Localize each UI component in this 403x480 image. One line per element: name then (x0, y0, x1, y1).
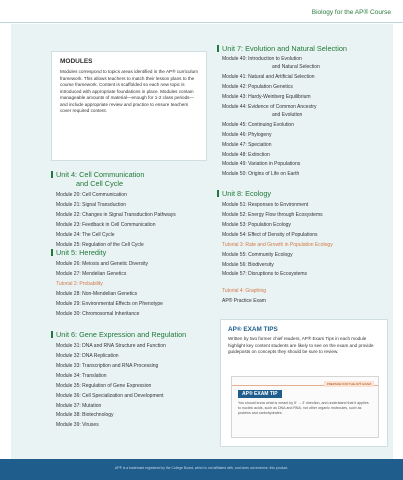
ap-exam-tips-body: Written by two former chief readers, AP® Exam Tips in each module highlight key content students are likely to see on the exam and provide guideposts on concepts they should be sure to review. (228, 336, 374, 355)
unit-5-heading[interactable] (51, 248, 163, 257)
ap-practice-exam[interactable]: AP® Practice Exam (222, 298, 266, 305)
unit-7-module-label: Module 40: Introduction to Evolution (222, 56, 302, 63)
unit-8-module[interactable]: Module 54: Effect of Density of Populations (222, 231, 318, 238)
unit-7-module[interactable]: Module 50: Origins of Life on Earth (222, 171, 300, 178)
unit-4-heading[interactable] (51, 170, 176, 188)
unit-6-module[interactable]: Module 35: Regulation of Gene Expression (56, 382, 152, 389)
unit-7-section (217, 44, 347, 180)
unit-7-module-label: Module 44: Evidence of Common Ancestry (222, 103, 317, 110)
unit-7-heading[interactable] (217, 44, 347, 53)
unit-7-title: Unit 7: Evolution and Natural Selection (222, 44, 347, 53)
unit-7-module[interactable]: Module 48: Extinction (222, 151, 270, 158)
unit-6-module[interactable]: Module 31: DNA and RNA Structure and Function (56, 343, 166, 350)
unit-7-module[interactable]: Module 46: Phylogeny (222, 131, 272, 138)
sample-label: AP® EXAM TIP (238, 390, 282, 398)
modules-box-title: MODULES (60, 58, 93, 65)
unit-4-module[interactable]: Module 21: Signal Transduction (56, 202, 127, 209)
unit-7-module[interactable]: Module 49: Variation in Populations (222, 161, 301, 168)
unit-5-module[interactable]: Module 26: Meiosis and Genetic Diversity (56, 261, 148, 268)
unit-7-module[interactable]: Module 47: Speciation (222, 141, 272, 148)
unit-8-title: Unit 8: Ecology (222, 189, 272, 198)
unit-8-module[interactable]: Module 56: Biodiversity (222, 261, 274, 268)
modules-info-box (51, 51, 207, 161)
unit-8-heading[interactable] (217, 189, 333, 198)
unit-5-module[interactable]: Module 27: Mendelian Genetics (56, 271, 127, 278)
unit-6-module[interactable]: Module 37: Mutation (56, 402, 102, 409)
unit-7-module[interactable]: Module 45: Continuing Evolution (222, 121, 294, 128)
running-header-title: Biology for the AP® Course (311, 9, 391, 16)
footer-bar (0, 459, 403, 480)
modules-box-body: Modules correspond to topics areas identified in the AP® curriculum framework. This allows teachers to match their lesson plans to the course framework. Content is scaffolded so each new topic is introduced with appropriate foundations in place. Modules contain manageable amounts of material—enough for 1-2 class periods—and include appropriate review and practice to ensure teachers cover required content. (60, 69, 198, 114)
unit-5-section (51, 248, 163, 320)
exam-tip-sample-image (231, 376, 379, 438)
header-divider (0, 22, 403, 23)
unit-8-module[interactable]: Module 53: Population Ecology (222, 221, 291, 228)
unit-7-module[interactable]: Module 43: Hardy-Weinberg Equilibrium (222, 93, 311, 100)
unit-4-module[interactable]: Module 22: Changes in Signal Transduction Pathways (56, 212, 176, 219)
unit-8-module[interactable]: Module 51: Responses to Environment (222, 202, 309, 209)
unit-4-module[interactable]: Module 20: Cell Communication (56, 192, 127, 199)
unit-6-module[interactable]: Module 39: Viruses (56, 422, 99, 429)
unit-6-heading[interactable] (51, 330, 186, 339)
unit-4-module[interactable]: Module 23: Feedback in Cell Communication (56, 221, 156, 228)
unit-4-module[interactable]: Module 24: The Cell Cycle (56, 231, 115, 238)
unit-6-title: Unit 6: Gene Expression and Regulation (56, 330, 187, 339)
unit-4-module[interactable]: Module 25: Regulation of the Cell Cycle (56, 241, 144, 248)
unit-4-title-cont: and Cell Cycle (76, 179, 124, 189)
unit-8-tutorial[interactable]: Tutorial 3: Rate and Growth in Population Ecology (222, 241, 333, 248)
unit-8-tutorial-graphing[interactable]: Tutorial 4: Graphing (222, 288, 267, 295)
unit-8-section (217, 189, 333, 307)
unit-5-tutorial[interactable]: Tutorial 2: Probability (56, 280, 103, 287)
unit-5-module[interactable]: Module 30: Chromosomal Inheritance (56, 310, 140, 317)
sample-tag: PREPARE FOR THE AP® EXAM (324, 381, 374, 387)
unit-6-module[interactable]: Module 38: Biotechnology (56, 412, 114, 419)
ap-exam-tips-title: AP® EXAM TIPS (228, 326, 278, 333)
unit-4-title: Unit 4: Cell Communication (56, 170, 145, 179)
unit-6-module[interactable]: Module 36: Cell Specialization and Development (56, 392, 164, 399)
unit-5-title: Unit 5: Heredity (56, 248, 107, 257)
unit-4-section (51, 170, 176, 251)
unit-6-module[interactable]: Module 34: Translation (56, 372, 107, 379)
unit-7-module-label-cont: and Natural Selection (272, 64, 320, 71)
unit-8-module[interactable]: Module 55: Community Ecology (222, 251, 293, 258)
unit-7-module[interactable]: Module 42: Population Genetics (222, 84, 293, 91)
unit-6-module[interactable]: Module 32: DNA Replication (56, 353, 119, 360)
sample-text: You should know what is meant by 5′ → 3′ direction, and understand that it applies to nucleic acids, such as DNA and RNA, not other organic molecules, such as proteins and carbohydrates. (238, 401, 369, 416)
unit-5-module[interactable]: Module 28: Non-Mendelian Genetics (56, 290, 138, 297)
footer-disclaimer: AP® is a trademark registered by the College Board, which is not affiliated with, and does not endorse, this product. (114, 466, 289, 470)
unit-7-module[interactable] (217, 103, 347, 121)
unit-8-module[interactable]: Module 52: Energy Flow through Ecosystems (222, 212, 323, 219)
unit-7-module[interactable]: Module 41: Natural and Artificial Selection (222, 74, 315, 81)
ap-exam-tips-box (220, 319, 388, 447)
unit-7-module[interactable] (217, 55, 347, 73)
unit-6-section (51, 330, 186, 431)
unit-6-module[interactable]: Module 33: Transcription and RNA Processing (56, 362, 159, 369)
unit-5-module[interactable]: Module 29: Environmental Effects on Phenotype (56, 300, 163, 307)
unit-7-module-label-cont: and Evolution (272, 111, 303, 118)
unit-8-module[interactable]: Module 57: Disruptions to Ecosystems (222, 271, 308, 278)
